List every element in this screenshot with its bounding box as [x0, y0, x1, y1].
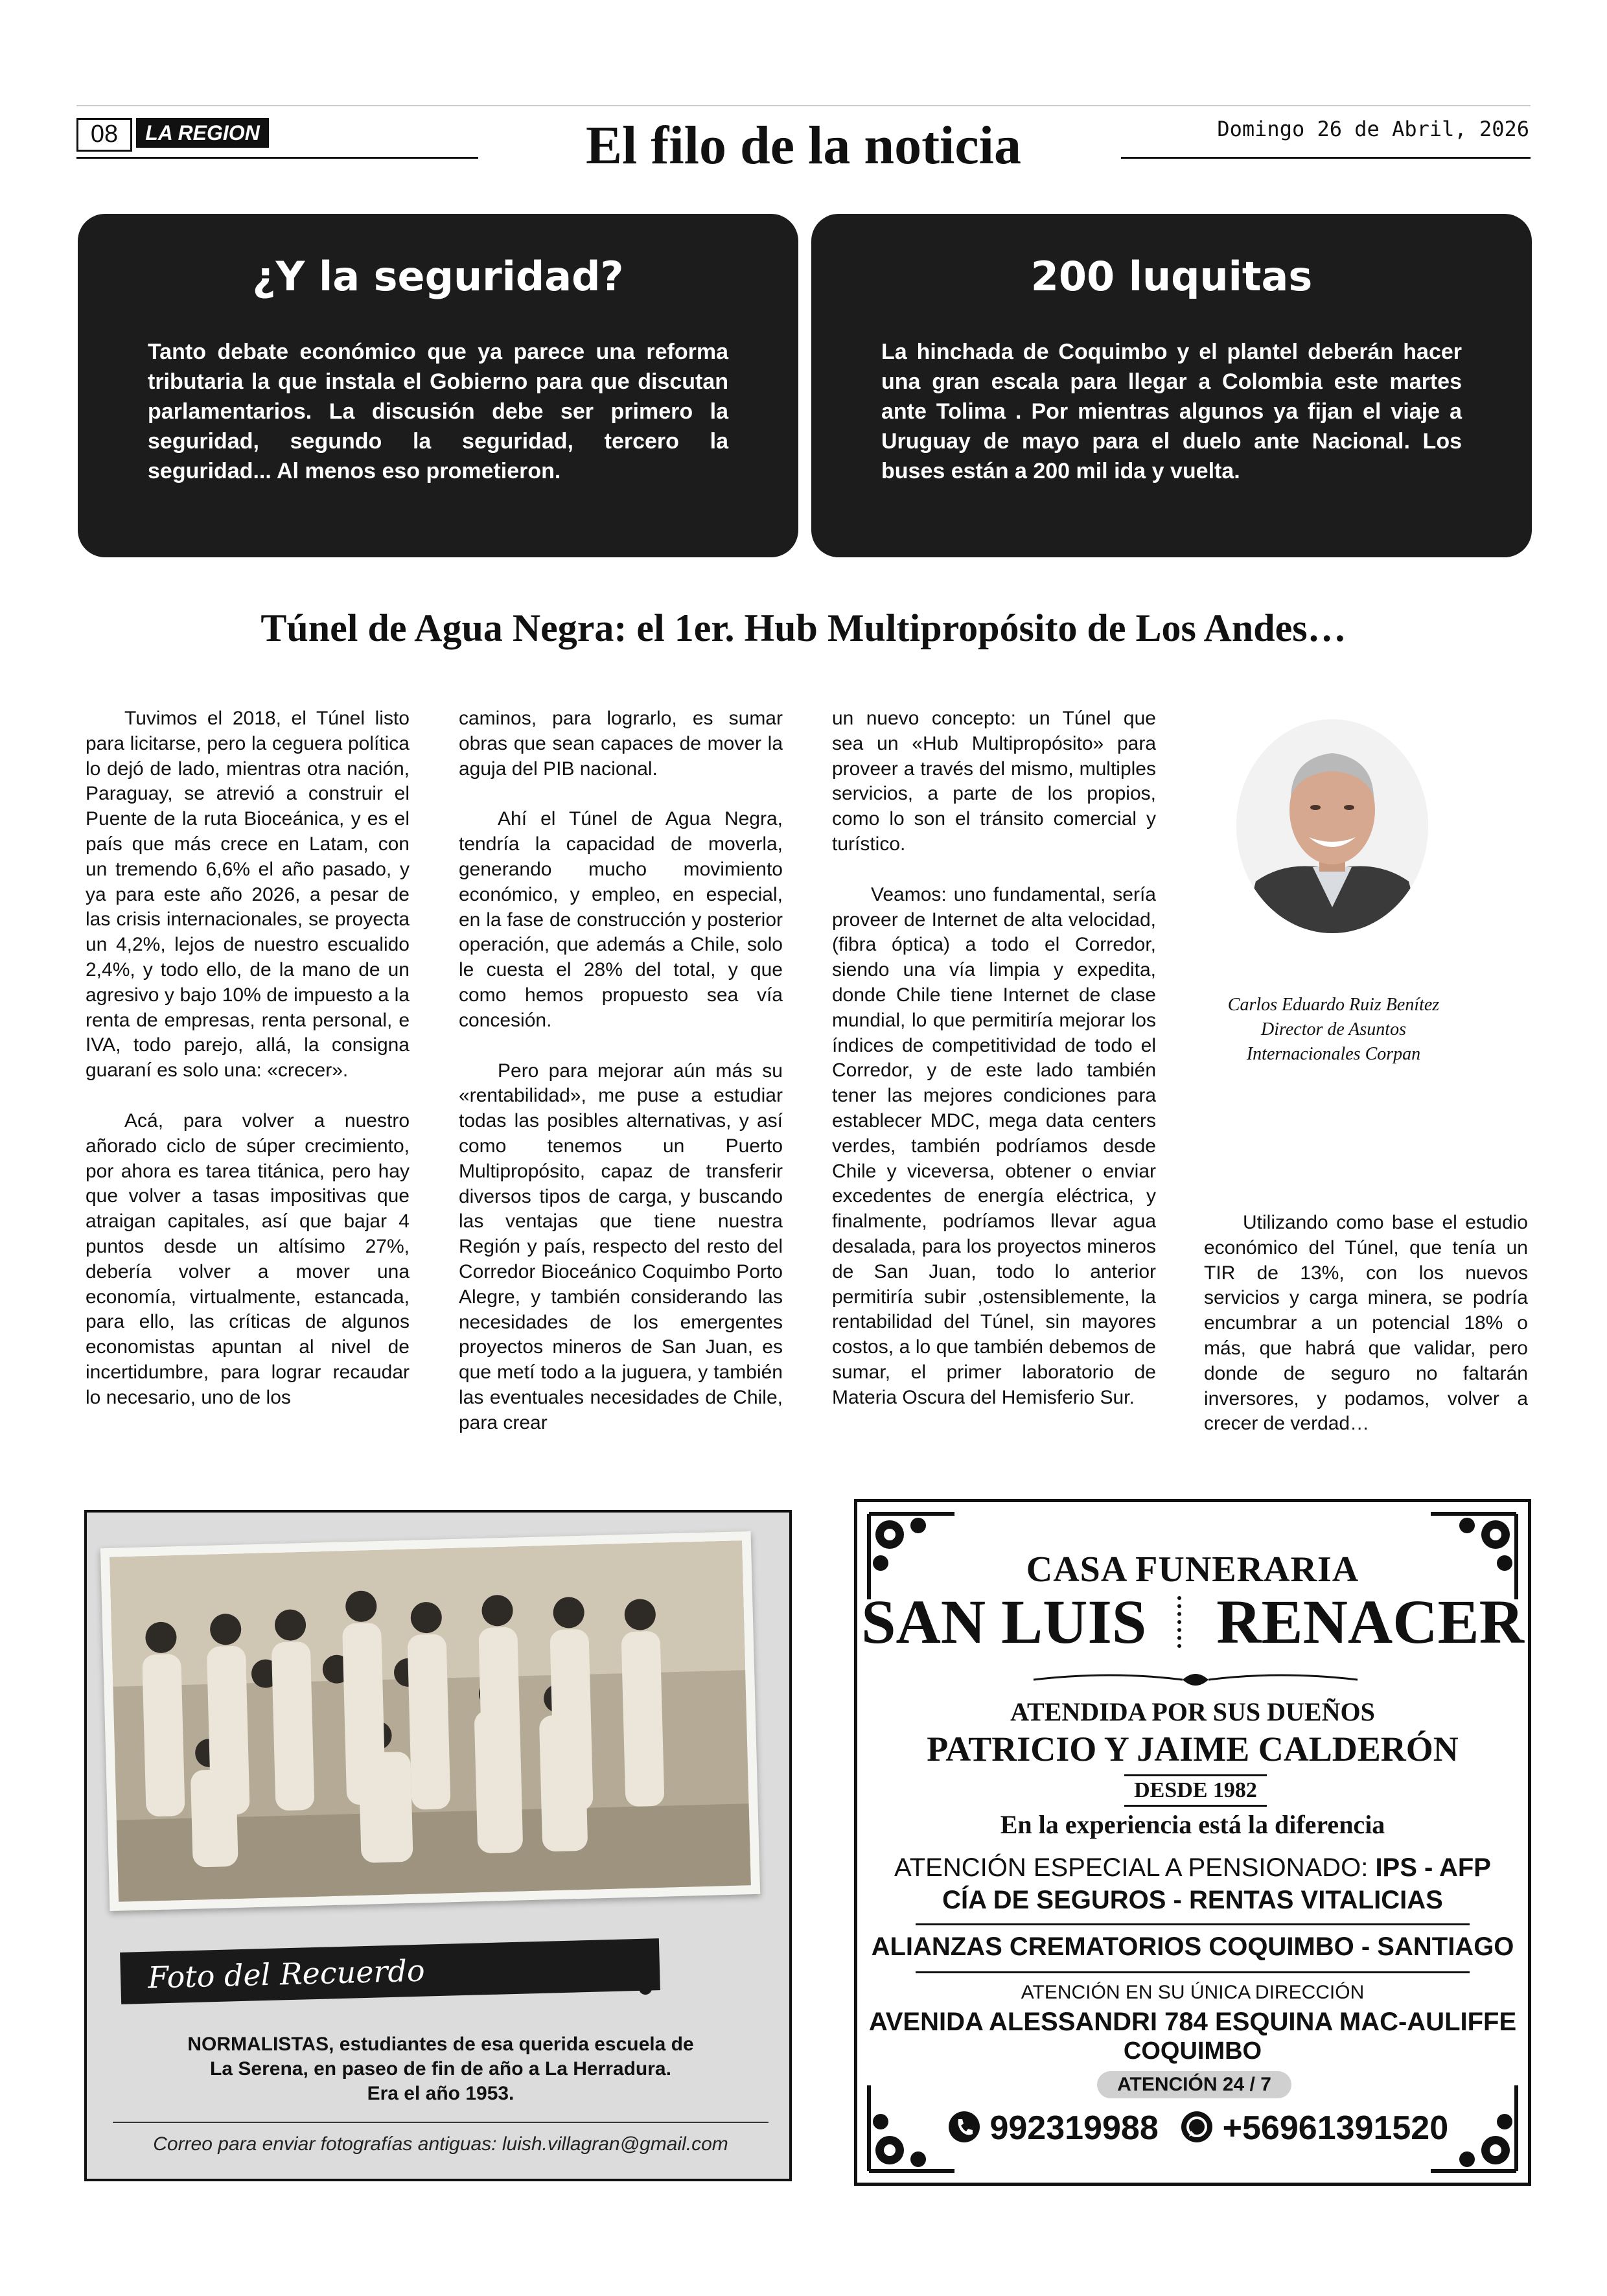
- header-rule-right: [1121, 157, 1531, 159]
- vintage-photo: [100, 1531, 760, 1911]
- ad-special: [857, 1853, 1528, 1883]
- swirl-divider-icon: [1027, 1668, 1364, 1691]
- article-paragraph: un nuevo concepto: un Túnel que sea un «Hub Multipropósito» para proveer a través del mismo, multiples servicios, a parte de los propios, como lo son el tránsito comercial y turístico.: [832, 708, 1156, 855]
- whatsapp-icon: [1181, 2111, 1213, 2143]
- article-column-2: [459, 706, 783, 1436]
- article-column-4: [1204, 1211, 1528, 1437]
- article-paragraph: Utilizando como base el estudio económico del Túnel, que tenía un TIR de 13%, con los nuevos servicios y carga minera, se podría encumbrar a un potencial 18% o más, que habrá que validar, pero donde de seguro no faltarán inversores, y podamos, volver a crecer de verdad…: [1204, 1212, 1528, 1435]
- foto-caption-line: NORMALISTAS, estudiantes de esa querida escuela de: [187, 2034, 694, 2055]
- foto-caption-line: La Serena, en paseo de fin de año a La Herradura.: [210, 2058, 671, 2080]
- ad-rule: [916, 1923, 1470, 1925]
- opinion-box-security: [78, 214, 798, 557]
- opinion-box-luquitas: [811, 214, 1532, 557]
- ad-contacts: [948, 2107, 1449, 2149]
- ad-unique: ATENCIÓN EN SU ÚNICA DIRECCIÓN: [1021, 1982, 1365, 2003]
- article-paragraph: Pero para mejorar aún más su «rentabilidad», me puse a estudiar todas las posibles alternativas, y así como tenemos un Puerto Multipropósito, capaz de transferir diversos tipos de carga, y buscando las ventajas que tiene nuestra Región y país, respecto del resto del Corredor Bioceánico Coquimbo Porto Alegre, y también considerando las necesidades de los emergentes proyectos mineros de San Juan, es que metí todo a la juguera, y también las eventuales necesidades de Chile, para crear: [459, 1060, 783, 1433]
- foto-del-recuerdo: [84, 1510, 792, 2181]
- ad-line-1: CASA FUNERARIA: [1026, 1549, 1359, 1590]
- author-role: Internacionales Corpan: [1246, 1044, 1421, 1064]
- phone-icon: [948, 2111, 980, 2143]
- article-headline: Túnel de Agua Negra: el 1er. Hub Multipropósito de Los Andes…: [260, 607, 1347, 649]
- foto-label: Foto del Recuerdo: [120, 1938, 660, 2004]
- section-title: El filo de la noticia: [586, 115, 1021, 176]
- ad-hours: ATENCIÓN 24 / 7: [1097, 2071, 1291, 2098]
- ad-special-suffix: IPS - AFP: [1375, 1853, 1491, 1882]
- page-number: 08: [76, 118, 132, 152]
- brand-divider: [1177, 1596, 1185, 1648]
- article-column-3: [832, 706, 1156, 1411]
- funeral-home-ad: [854, 1499, 1531, 2186]
- author-name: Carlos Eduardo Ruiz Benítez: [1227, 995, 1440, 1015]
- header-rule-left: [76, 157, 478, 159]
- ad-insurance: CÍA DE SEGUROS - RENTAS VITALICIAS: [942, 1886, 1443, 1914]
- author-role: Director de Asuntos: [1261, 1019, 1406, 1039]
- ad-special-prefix: ATENCIÓN ESPECIAL A PENSIONADO:: [894, 1853, 1369, 1882]
- foto-divider: [113, 2122, 769, 2123]
- opinion-box-body: Tanto debate económico que ya parece una reforma tributaria la que instala el Gobierno para que discutan parlamentarios. La discusión debe ser primero la seguridad, segundo la seguridad, tercero la seguridad... Al menos eso prometieron.: [148, 340, 728, 483]
- ad-brand-left: SAN LUIS: [861, 1587, 1147, 1656]
- article-paragraph: caminos, para lograrlo, es sumar obras que sean capaces de mover la aguja del PIB nacional.: [459, 708, 783, 780]
- foto-email: Correo para enviar fotografías antiguas: luish.villagran@gmail.com: [153, 2133, 728, 2155]
- article-paragraph: Acá, para volver a nuestro añorado ciclo de súper crecimiento, por ahora es tarea titánica, pero hay que volver a tasas impositivas que atraigan capitales, así que bajar 4 puntos desde un altísimo 27%, debería volver a mover una economía, virtualmente, estancada, para ello, las críticas de algunos economistas apuntan al nivel de incertidumbre, para lograr recaudar lo necesario, uno de los: [86, 1109, 410, 1408]
- author-photo: [1236, 719, 1428, 933]
- foto-caption: [113, 2032, 769, 2106]
- author-caption: [1204, 993, 1463, 1067]
- opinion-box-body: La hinchada de Coquimbo y el plantel deberán hacer una gran escala para llegar a Colombia este martes ante Tolima . Por mientras algunos ya fijan el viaje a Uruguay de mayo para el duelo ante Nacional. Los buses están a 200 mil ida y vuelta.: [881, 340, 1462, 483]
- corner-ornament-icon: [866, 2083, 957, 2174]
- dots-icon: [631, 1939, 660, 1997]
- ad-brand: [857, 1586, 1528, 1658]
- ad-alliances: ALIANZAS CREMATORIOS COQUIMBO - SANTIAGO: [871, 1932, 1514, 1961]
- ad-attended: ATENDIDA POR SUS DUEÑOS: [1010, 1697, 1375, 1726]
- foto-caption-line: Era el año 1953.: [367, 2083, 514, 2104]
- article-column-1: [86, 706, 410, 1411]
- ad-owners: PATRICIO Y JAIME CALDERÓN: [927, 1730, 1459, 1768]
- ad-brand-right: RENACER: [1216, 1587, 1524, 1656]
- article-paragraph: Veamos: uno fundamental, sería proveer de Internet de alta velocidad,(fibra óptica) a todo el Corredor, siendo una vía limpia y expedita, donde Chile tiene Internet de clase mundial, lo que permitiría mejorar los índices de competitividad de todo el Corredor, y de este lado también tener las mejores condiciones para establecer MDC, mega data centers verdes, también podríamos desde Chile y viceversa, obtener o enviar excedentes de energía eléctrica, y finalmente, podríamos llevar agua desalada, para los proyectos mineros de San Juan, todo lo anterior permitiría subir ,ostensiblemente, la rentabilidad del Túnel, sin mayores costos, a lo que también debemos de sumar, el primer laboratorio de Materia Oscura del Hemisferio Sur.: [832, 883, 1156, 1408]
- ad-whatsapp: +56961391520: [1222, 2109, 1449, 2147]
- issue-date: Domingo 26 de Abril, 2026: [1217, 117, 1529, 141]
- ad-slogan: En la experiencia está la diferencia: [1000, 1810, 1385, 1839]
- opinion-box-title: ¿Y la seguridad?: [252, 253, 624, 300]
- opinion-box-title: 200 luquitas: [1030, 253, 1313, 300]
- ad-phone: 992319988: [989, 2109, 1159, 2147]
- article-paragraph: Ahí el Túnel de Agua Negra, tendría la capacidad de moverla, generando mucho movimiento económico, y empleo, en especial, en la fase de construcción y posterior operación, que además a Chile, solo le cuesta el 28% del total, y que como hemos propuesto sea vía concesión.: [459, 808, 783, 1031]
- article-paragraph: Tuvimos el 2018, el Túnel listo para licitarse, pero la ceguera política lo dejó de lado, mientras otra nación, Paraguay, se atrevió a construir el Puente de la ruta Bioceánica, y es el país que más crece en Latam, con un tremendo 6,6% el año pasado, y ya para este año 2026, a pesar de las crisis internacionales, se proyecta un 4,2%, lejos de nuestro escualido 2,4%, y todo ello, de la mano de un agresivo y bajo 10% de impuesto a la renta de empresas, renta personal, e IVA, todo parejo, allá, la consigna guaraní es solo una: «crecer».: [86, 708, 410, 1082]
- top-rule: [76, 105, 1531, 106]
- ad-address-2: COQUIMBO: [1123, 2037, 1262, 2065]
- ad-rule: [916, 1971, 1470, 1973]
- newspaper-logo: LA REGION: [136, 118, 269, 148]
- ad-address-1: AVENIDA ALESSANDRI 784 ESQUINA MAC-AULIFFE: [868, 2008, 1517, 2036]
- ad-since: DESDE 1982: [1124, 1774, 1267, 1807]
